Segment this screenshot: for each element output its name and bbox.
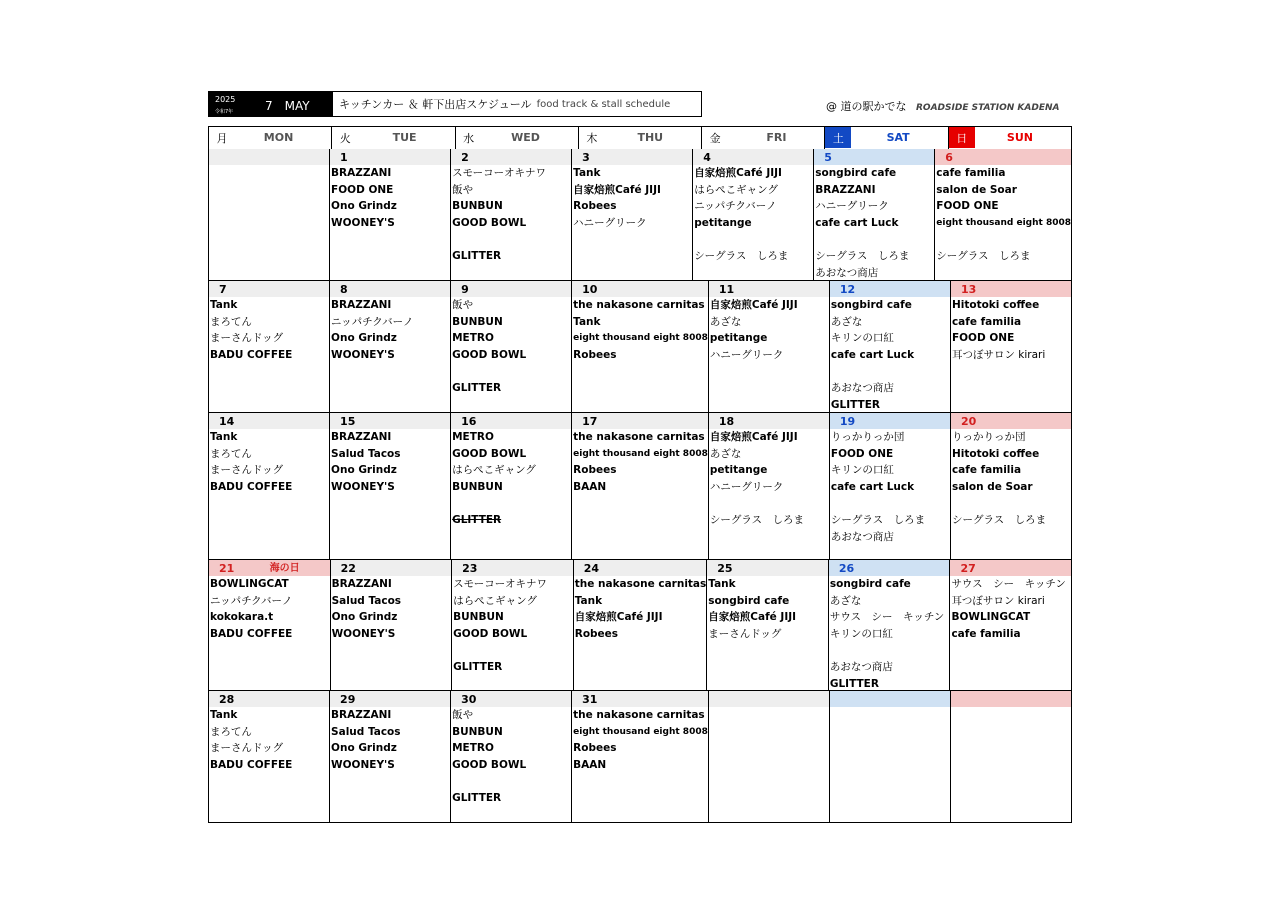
vendor-entry: BRAZZANI — [331, 299, 392, 311]
vendor-entry: Robees — [573, 464, 617, 477]
vendor-entry: eight thousand eight 8008 — [573, 726, 708, 737]
day-number-bar — [693, 149, 813, 165]
vendor-entry: ハニーグリーク — [709, 480, 784, 493]
header-era: 令和7年 — [215, 109, 234, 115]
vendor-entry: BRAZZANI — [331, 431, 392, 443]
day-cell — [830, 281, 951, 412]
vendor-entry: サウス シー キッチン — [829, 611, 945, 624]
vendor-entry: あざな — [709, 315, 742, 328]
vendor-entry: Tank — [210, 299, 238, 311]
vendor-entry: BOWLINGCAT — [210, 578, 289, 590]
vendor-entry: キリンの口紅 — [830, 464, 894, 477]
vendor-entry: シーグラス しろま — [694, 249, 789, 262]
day-number-bar — [330, 691, 450, 707]
vendor-entry: ハニーグリーク — [815, 200, 889, 213]
vendor-entry: りっかりっか団 — [951, 431, 1026, 443]
day-number-bar — [209, 281, 329, 297]
vendor-entry: BADU COFFEE — [210, 348, 293, 361]
day-number-bar — [451, 281, 571, 297]
day-cell — [572, 413, 709, 559]
vendor-entry: まーさんドッグ — [708, 627, 782, 640]
vendor-entry: まろてん — [210, 447, 252, 460]
vendor-entry: 自家焙煎Café JIJI — [709, 431, 798, 443]
day-cell — [709, 691, 830, 822]
weekday-en-label: SAT — [886, 131, 910, 144]
vendor-entry: BUNBUN — [452, 315, 503, 328]
vendor-entry: 耳つぼサロン kirari — [951, 348, 1046, 361]
header-title-jp: キッチンカー ＆ 軒下出店スケジュール — [339, 98, 532, 111]
day-number: 9 — [461, 283, 469, 296]
day-cell — [572, 149, 693, 280]
schedule-header — [208, 91, 702, 117]
vendor-entry: cafe familia — [951, 315, 1022, 328]
day-cell — [709, 413, 830, 559]
day-number: 19 — [839, 415, 856, 428]
header-date-block — [209, 92, 333, 116]
day-number: 1 — [340, 151, 348, 164]
day-number: 18 — [718, 415, 735, 428]
day-cell — [330, 691, 451, 822]
vendor-entry: シーグラス しろま — [951, 513, 1047, 526]
vendor-entry: 自家焙煎Café JIJI — [709, 299, 798, 311]
empty-line — [451, 495, 571, 512]
day-number-bar — [451, 691, 571, 707]
day-number-bar — [574, 560, 707, 576]
empty-line — [830, 363, 950, 380]
vendor-entry: Ono Grindz — [331, 464, 397, 477]
header-title-en: food track & stall schedule — [536, 98, 671, 110]
day-cell — [707, 560, 829, 690]
vendor-entry: まろてん — [210, 725, 252, 738]
vendor-entry: BOWLINGCAT — [951, 611, 1031, 624]
vendor-entry: Tank — [210, 431, 238, 443]
vendor-entry: GOOD BOWL — [452, 447, 527, 460]
weekday-en-label: SUN — [1006, 131, 1033, 144]
day-number: 15 — [340, 415, 356, 428]
vendor-entry: スモーコーオキナワ — [453, 578, 548, 590]
vendor-entry: りっかりっか団 — [830, 431, 905, 443]
empty-line — [693, 231, 813, 248]
day-cell — [451, 691, 572, 822]
vendor-entry: はらぺこギャング — [453, 594, 537, 607]
weekday-fri — [702, 127, 825, 149]
week-row — [209, 560, 1071, 691]
day-cell — [572, 281, 709, 412]
day-cell — [451, 281, 572, 412]
vendor-entry: キリンの口紅 — [829, 627, 893, 640]
vendor-entry: songbird cafe — [830, 299, 912, 311]
weekday-sun — [949, 127, 1071, 149]
vendor-entry: ニッパチクバーノ — [694, 200, 777, 213]
day-cell — [452, 560, 574, 690]
day-number: 12 — [839, 283, 856, 296]
vendor-entry: cafe cart Luck — [830, 348, 915, 361]
day-cell — [951, 413, 1071, 559]
day-cell — [209, 691, 330, 822]
empty-line — [829, 642, 950, 659]
vendor-entry: WOONEY'S — [331, 348, 395, 361]
vendor-entry: 自家焙煎Café JIJI — [694, 167, 782, 179]
day-cell — [693, 149, 814, 280]
day-number: 2 — [461, 151, 469, 164]
vendor-entry: あおなつ商店 — [815, 266, 879, 279]
day-number: 27 — [960, 562, 976, 575]
vendor-entry: 自家焙煎Café JIJI — [573, 183, 661, 196]
day-cell — [451, 149, 572, 280]
day-number-bar — [572, 413, 708, 429]
vendor-entry: GLITTER — [453, 660, 503, 673]
vendor-entry: WOONEY'S — [331, 627, 396, 640]
vendor-entry: BRAZZANI — [331, 167, 392, 179]
vendor-entry: Tank — [574, 594, 603, 607]
vendor-entry: BUNBUN — [453, 611, 504, 624]
day-cell — [574, 560, 708, 690]
day-cell — [209, 413, 330, 559]
weekday-tue — [332, 127, 455, 149]
day-number-bar — [572, 691, 708, 707]
vendor-entry: まーさんドッグ — [210, 464, 284, 477]
day-cell — [709, 281, 830, 412]
vendor-entry: Salud Tacos — [331, 447, 401, 460]
vendor-entry: BRAZZANI — [331, 578, 392, 590]
vendor-entry: petitange — [709, 332, 768, 345]
day-number: 7 — [219, 283, 227, 296]
day-cell — [830, 691, 951, 822]
day-number: 22 — [340, 562, 356, 575]
day-number-bar — [330, 149, 450, 165]
weekday-wed — [456, 127, 579, 149]
weekday-jp-label: 金 — [709, 131, 721, 145]
weekday-jp-label: 月 — [216, 131, 228, 145]
day-cell — [330, 149, 451, 280]
day-number: 24 — [583, 562, 600, 575]
day-number-bar — [209, 560, 330, 576]
day-number-bar — [709, 413, 829, 429]
day-cell — [814, 149, 935, 280]
vendor-entry: Salud Tacos — [331, 594, 402, 607]
empty-line — [451, 363, 571, 380]
holiday-label: 海の日 — [269, 563, 300, 574]
day-number-bar — [709, 691, 829, 707]
vendor-entry: songbird cafe — [708, 594, 790, 607]
vendor-entry: GLITTER — [830, 398, 880, 411]
day-number-bar — [209, 691, 329, 707]
vendor-entry: BADU COFFEE — [210, 758, 293, 771]
day-number-bar — [452, 560, 573, 576]
day-number: 28 — [219, 693, 235, 706]
day-number-bar — [707, 560, 828, 576]
vendor-entry: GOOD BOWL — [453, 627, 528, 640]
day-cell — [331, 560, 453, 690]
vendor-entry: Robees — [573, 200, 617, 213]
day-number-bar — [209, 149, 329, 165]
weekday-jp-label: 火 — [339, 131, 351, 145]
vendor-entry: FOOD ONE — [951, 332, 1015, 345]
vendor-entry: 飯や — [452, 299, 474, 311]
vendor-entry: あおなつ商店 — [830, 530, 894, 543]
venue-name: @ 道の駅かでな — [826, 100, 907, 113]
day-cell — [830, 413, 951, 559]
weekday-mon — [209, 127, 332, 149]
vendor-entry: GLITTER — [452, 791, 502, 804]
day-number-bar — [331, 560, 452, 576]
vendor-entry: まーさんドッグ — [210, 332, 284, 345]
vendor-entry: METRO — [452, 431, 494, 443]
vendor-entry: the nakasone carnitas — [573, 299, 705, 311]
vendor-entry: WOONEY'S — [331, 758, 395, 771]
day-number: 25 — [717, 562, 733, 575]
vendor-entry: 自家焙煎Café JIJI — [574, 611, 663, 624]
weekday-en-label: WED — [511, 131, 540, 144]
vendor-entry: あざな — [830, 315, 863, 328]
week-row — [209, 413, 1071, 560]
vendor-entry: petitange — [694, 216, 752, 229]
vendor-entry: Tank — [573, 315, 601, 328]
day-cell — [950, 560, 1071, 690]
empty-line — [830, 495, 950, 512]
day-number-bar — [451, 149, 571, 165]
day-number-bar — [572, 149, 692, 165]
week-row — [209, 691, 1071, 822]
vendor-entry: FOOD ONE — [331, 183, 394, 196]
vendor-entry: BUNBUN — [452, 480, 503, 493]
vendor-entry: Ono Grindz — [331, 200, 397, 213]
vendor-entry: GOOD BOWL — [452, 758, 527, 771]
calendar-grid — [208, 126, 1072, 823]
day-number: 31 — [582, 693, 598, 706]
header-year: 2025 — [215, 95, 236, 104]
vendor-entry: eight thousand eight 8008 — [573, 448, 708, 459]
day-number-bar — [451, 413, 571, 429]
day-cell — [209, 281, 330, 412]
week-row — [209, 281, 1071, 413]
day-number-bar — [830, 691, 950, 707]
venue-name-en: ROADSIDE STATION KADENA — [916, 103, 1060, 113]
vendor-entry: petitange — [709, 464, 768, 477]
vendor-entry: GLITTER — [452, 249, 502, 262]
vendor-entry: サウス シー キッチン — [951, 578, 1066, 590]
vendor-entry: キリンの口紅 — [830, 332, 894, 345]
venue-label — [826, 98, 1060, 114]
day-cell — [572, 691, 709, 822]
day-number-bar — [330, 281, 450, 297]
vendor-entry: BUNBUN — [452, 725, 503, 738]
vendor-entry: songbird cafe — [815, 167, 897, 179]
vendor-entry: あおなつ商店 — [830, 381, 894, 394]
day-number-bar — [951, 413, 1071, 429]
weekday-jp-label: 木 — [586, 131, 598, 145]
day-number: 17 — [582, 415, 598, 428]
day-number: 30 — [461, 693, 477, 706]
vendor-entry: Robees — [573, 348, 617, 361]
day-number: 6 — [945, 151, 953, 164]
vendor-entry: まーさんドッグ — [210, 742, 284, 755]
vendor-entry: GLITTER — [452, 381, 502, 394]
day-number: 26 — [838, 562, 855, 575]
vendor-entry: the nakasone carnitas — [573, 431, 705, 443]
day-cell — [209, 149, 330, 280]
vendor-entry: songbird cafe — [829, 578, 911, 590]
vendor-entry: salon de Soar — [936, 183, 1017, 196]
day-number-bar — [830, 413, 950, 429]
vendor-entry: ニッパチクバーノ — [331, 315, 414, 328]
vendor-entry: シーグラス しろま — [830, 513, 926, 526]
vendor-entry: Ono Grindz — [331, 332, 397, 345]
vendor-entry: Hitotoki coffee — [951, 447, 1040, 460]
empty-line — [951, 495, 1071, 512]
empty-line — [452, 642, 573, 659]
empty-line — [814, 231, 934, 248]
vendor-entry: cafe cart Luck — [830, 480, 915, 493]
vendor-entry: あざな — [709, 447, 742, 460]
vendor-entry: 自家焙煎Café JIJI — [708, 611, 797, 624]
day-number: 16 — [461, 415, 477, 428]
vendor-entry: the nakasone carnitas — [574, 578, 707, 590]
day-number-bar — [951, 691, 1071, 707]
empty-line — [451, 773, 571, 790]
vendor-entry: salon de Soar — [951, 480, 1033, 493]
vendor-entry: シーグラス しろま — [709, 513, 805, 526]
day-cell — [951, 691, 1071, 822]
vendor-entry: WOONEY'S — [331, 480, 395, 493]
vendor-entry: はらぺこギャング — [452, 464, 536, 477]
week-row — [209, 149, 1071, 281]
weekday-sat — [825, 127, 948, 149]
vendor-entry: あおなつ商店 — [829, 660, 893, 673]
day-number: 14 — [219, 415, 235, 428]
day-cell — [935, 149, 1071, 280]
vendor-entry: BADU COFFEE — [210, 480, 293, 493]
day-number-bar — [709, 281, 829, 297]
day-number: 4 — [703, 151, 711, 164]
vendor-entry: ニッパチクバーノ — [210, 594, 293, 607]
vendor-entry: 飯や — [452, 183, 474, 196]
vendor-entry: ハニーグリーク — [709, 348, 784, 361]
day-number-bar — [572, 281, 708, 297]
day-number-bar — [330, 413, 450, 429]
vendor-entry: スモーコーオキナワ — [452, 167, 546, 179]
vendor-entry: Ono Grindz — [331, 611, 398, 624]
vendor-entry: METRO — [452, 742, 494, 755]
vendor-entry: BUNBUN — [452, 200, 503, 213]
day-number: 21 — [219, 562, 235, 575]
vendor-entry: Ono Grindz — [331, 742, 397, 755]
vendor-entry: the nakasone carnitas — [573, 709, 705, 721]
day-number: 13 — [960, 283, 977, 296]
vendor-entry: BRAZZANI — [815, 183, 876, 196]
vendor-entry: 耳つぼサロン kirari — [951, 594, 1045, 607]
vendor-entry: Tank — [708, 578, 736, 590]
vendor-entry: kokokara.t — [210, 611, 274, 624]
vendor-entry: GOOD BOWL — [452, 216, 527, 229]
day-number: 11 — [718, 283, 735, 296]
day-number-bar — [829, 560, 950, 576]
day-number-bar — [951, 281, 1071, 297]
weekday-en-label: FRI — [766, 131, 787, 144]
weekday-en-label: THU — [637, 131, 664, 144]
vendor-entry: eight thousand eight 8008 — [573, 333, 708, 344]
vendor-entry: シーグラス しろま — [815, 249, 910, 262]
vendor-entry: METRO — [452, 332, 494, 345]
vendor-entry: FOOD ONE — [936, 200, 999, 213]
vendor-entry: BADU COFFEE — [210, 627, 293, 640]
header-month: 7 MAY — [265, 99, 310, 113]
vendor-entry: WOONEY'S — [331, 216, 395, 229]
weekday-jp-label: 土 — [825, 127, 851, 148]
day-number: 20 — [960, 415, 977, 428]
day-number: 23 — [462, 562, 478, 575]
weekday-header-row — [209, 127, 1071, 150]
day-number-bar — [209, 413, 329, 429]
vendor-entry: GOOD BOWL — [452, 348, 527, 361]
vendor-entry: 飯や — [452, 709, 474, 721]
vendor-entry: まろてん — [210, 315, 252, 328]
vendor-entry: BRAZZANI — [331, 709, 392, 721]
day-number: 29 — [340, 693, 356, 706]
vendor-entry: Robees — [574, 627, 619, 640]
vendor-entry: cafe familia — [936, 167, 1006, 179]
vendor-entry: cafe cart Luck — [815, 216, 899, 229]
day-cell — [451, 413, 572, 559]
vendor-entry: Hitotoki coffee — [951, 299, 1040, 311]
vendor-entry: Tank — [573, 167, 601, 179]
vendor-entry: はらぺこギャング — [694, 183, 778, 196]
day-number: 10 — [582, 283, 598, 296]
day-number-bar — [935, 149, 1071, 165]
day-number: 5 — [824, 151, 832, 164]
day-cell — [951, 281, 1071, 412]
day-number: 3 — [582, 151, 590, 164]
day-number-bar — [830, 281, 950, 297]
day-cell — [330, 281, 451, 412]
day-cell — [829, 560, 951, 690]
vendor-entry: eight thousand eight 8008 — [936, 217, 1071, 228]
day-number: 8 — [340, 283, 348, 296]
header-title — [333, 92, 701, 116]
vendor-entry: GLITTER — [829, 677, 879, 690]
day-cell — [330, 413, 451, 559]
day-cell — [209, 560, 331, 690]
empty-line — [935, 231, 1071, 248]
vendor-entry: BAAN — [573, 758, 607, 771]
vendor-entry: FOOD ONE — [830, 447, 894, 460]
vendor-entry: cafe familia — [951, 464, 1022, 477]
empty-line — [451, 231, 571, 248]
vendor-entry: GLITTER — [452, 513, 502, 526]
weekday-jp-label: 水 — [463, 131, 475, 145]
empty-line — [709, 495, 829, 512]
vendor-entry: BAAN — [573, 480, 607, 493]
weekday-jp-label: 日 — [949, 127, 975, 148]
vendor-entry: Tank — [210, 709, 238, 721]
day-number-bar — [950, 560, 1071, 576]
day-number-bar — [814, 149, 934, 165]
weekday-en-label: MON — [263, 131, 294, 144]
weekday-en-label: TUE — [392, 131, 417, 144]
vendor-entry: Robees — [573, 742, 617, 755]
vendor-entry: シーグラス しろま — [936, 249, 1031, 262]
vendor-entry: Salud Tacos — [331, 725, 401, 738]
vendor-entry: ハニーグリーク — [573, 216, 647, 229]
vendor-entry: あざな — [829, 594, 862, 607]
weekday-thu — [579, 127, 702, 149]
vendor-entry: cafe familia — [951, 627, 1021, 640]
